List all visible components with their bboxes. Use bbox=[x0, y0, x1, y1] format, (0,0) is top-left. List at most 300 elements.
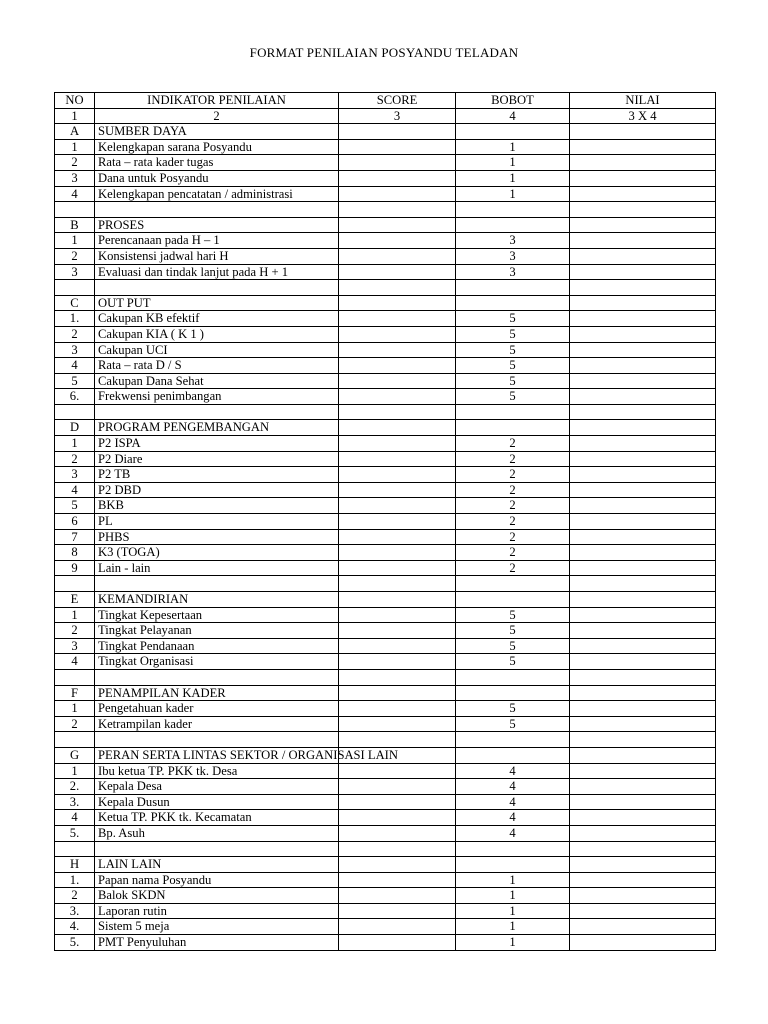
item-number: 1. bbox=[55, 311, 95, 327]
nilai-cell bbox=[570, 716, 716, 732]
nilai-cell bbox=[570, 654, 716, 670]
table-row bbox=[55, 186, 716, 202]
table-row bbox=[55, 233, 716, 249]
table-row bbox=[55, 638, 716, 654]
bobot-value: 5 bbox=[456, 623, 570, 639]
score-cell bbox=[339, 498, 456, 514]
empty-cell bbox=[339, 404, 456, 420]
item-number: 5. bbox=[55, 825, 95, 841]
item-label: P2 TB bbox=[95, 467, 339, 483]
item-label: Kepala Dusun bbox=[95, 794, 339, 810]
section-code: F bbox=[55, 685, 95, 701]
section-row bbox=[55, 217, 716, 233]
nilai-cell bbox=[570, 810, 716, 826]
item-number: 4. bbox=[55, 919, 95, 935]
nilai-cell bbox=[570, 763, 716, 779]
item-number: 2. bbox=[55, 779, 95, 795]
item-label: Frekwensi penimbangan bbox=[95, 389, 339, 405]
nilai-cell bbox=[570, 747, 716, 763]
bobot-value: 5 bbox=[456, 701, 570, 717]
section-name: OUT PUT bbox=[95, 295, 339, 311]
empty-cell bbox=[456, 404, 570, 420]
item-label: Balok SKDN bbox=[95, 888, 339, 904]
bobot-value: 4 bbox=[456, 810, 570, 826]
item-label: Tingkat Pendanaan bbox=[95, 638, 339, 654]
empty-cell bbox=[95, 669, 339, 685]
spacer-row bbox=[55, 280, 716, 296]
bobot-value: 5 bbox=[456, 638, 570, 654]
nilai-cell bbox=[570, 638, 716, 654]
item-label: PHBS bbox=[95, 529, 339, 545]
empty-cell bbox=[55, 576, 95, 592]
bobot-value: 4 bbox=[456, 763, 570, 779]
section-code: H bbox=[55, 857, 95, 873]
score-cell bbox=[339, 373, 456, 389]
section-name: LAIN LAIN bbox=[95, 857, 339, 873]
section-row bbox=[55, 124, 716, 140]
empty-cell bbox=[456, 732, 570, 748]
table-row bbox=[55, 560, 716, 576]
score-cell bbox=[339, 155, 456, 171]
nilai-cell bbox=[570, 373, 716, 389]
nilai-cell bbox=[570, 623, 716, 639]
table-row bbox=[55, 389, 716, 405]
empty-cell bbox=[339, 202, 456, 218]
item-label: Konsistensi jadwal hari H bbox=[95, 248, 339, 264]
table-row bbox=[55, 467, 716, 483]
nilai-cell bbox=[570, 170, 716, 186]
table-row bbox=[55, 545, 716, 561]
item-number: 1 bbox=[55, 763, 95, 779]
empty-cell bbox=[339, 576, 456, 592]
section-row bbox=[55, 747, 716, 763]
score-cell bbox=[339, 685, 456, 701]
table-row bbox=[55, 779, 716, 795]
item-number: 4 bbox=[55, 358, 95, 374]
section-name: SUMBER DAYA bbox=[95, 124, 339, 140]
empty-cell bbox=[456, 841, 570, 857]
score-cell bbox=[339, 451, 456, 467]
spacer-row bbox=[55, 732, 716, 748]
nilai-cell bbox=[570, 233, 716, 249]
section-code: D bbox=[55, 420, 95, 436]
score-cell bbox=[339, 358, 456, 374]
item-number: 1 bbox=[55, 233, 95, 249]
bobot-value: 2 bbox=[456, 436, 570, 452]
nilai-cell bbox=[570, 358, 716, 374]
spacer-row bbox=[55, 404, 716, 420]
nilai-cell bbox=[570, 295, 716, 311]
table-row bbox=[55, 903, 716, 919]
score-cell bbox=[339, 701, 456, 717]
nilai-cell bbox=[570, 825, 716, 841]
item-label: P2 Diare bbox=[95, 451, 339, 467]
item-number: 3 bbox=[55, 467, 95, 483]
empty-cell bbox=[55, 202, 95, 218]
empty-cell bbox=[339, 732, 456, 748]
bobot-value: 1 bbox=[456, 888, 570, 904]
score-cell bbox=[339, 794, 456, 810]
score-cell bbox=[339, 560, 456, 576]
bobot-value: 2 bbox=[456, 514, 570, 530]
empty-cell bbox=[570, 669, 716, 685]
bobot-value: 2 bbox=[456, 498, 570, 514]
table-row bbox=[55, 716, 716, 732]
score-cell bbox=[339, 545, 456, 561]
nilai-cell bbox=[570, 592, 716, 608]
table-row bbox=[55, 888, 716, 904]
score-cell bbox=[339, 420, 456, 436]
table-row bbox=[55, 155, 716, 171]
item-number: 1 bbox=[55, 607, 95, 623]
bobot-value: 2 bbox=[456, 529, 570, 545]
item-number: 4 bbox=[55, 482, 95, 498]
nilai-cell bbox=[570, 857, 716, 873]
nilai-cell bbox=[570, 482, 716, 498]
bobot-value: 1 bbox=[456, 903, 570, 919]
nilai-cell bbox=[570, 903, 716, 919]
section-code: G bbox=[55, 747, 95, 763]
bobot-cell bbox=[456, 124, 570, 140]
nilai-cell bbox=[570, 311, 716, 327]
item-label: Sistem 5 meja bbox=[95, 919, 339, 935]
score-cell bbox=[339, 342, 456, 358]
score-cell bbox=[339, 170, 456, 186]
nilai-cell bbox=[570, 794, 716, 810]
column-number-score: 3 bbox=[339, 108, 456, 124]
table-row bbox=[55, 498, 716, 514]
score-cell bbox=[339, 763, 456, 779]
section-row bbox=[55, 295, 716, 311]
bobot-value: 1 bbox=[456, 872, 570, 888]
item-number: 9 bbox=[55, 560, 95, 576]
document-title: FORMAT PENILAIAN POSYANDU TELADAN bbox=[249, 45, 519, 60]
bobot-value: 4 bbox=[456, 779, 570, 795]
table-row bbox=[55, 529, 716, 545]
table-row bbox=[55, 794, 716, 810]
bobot-value: 2 bbox=[456, 482, 570, 498]
empty-cell bbox=[456, 202, 570, 218]
section-code: B bbox=[55, 217, 95, 233]
section-name: PROSES bbox=[95, 217, 339, 233]
empty-cell bbox=[570, 732, 716, 748]
score-cell bbox=[339, 716, 456, 732]
empty-cell bbox=[55, 732, 95, 748]
score-cell bbox=[339, 514, 456, 530]
score-cell bbox=[339, 888, 456, 904]
nilai-cell bbox=[570, 779, 716, 795]
nilai-cell bbox=[570, 701, 716, 717]
score-cell bbox=[339, 638, 456, 654]
bobot-value: 5 bbox=[456, 326, 570, 342]
score-cell bbox=[339, 436, 456, 452]
table-row bbox=[55, 872, 716, 888]
table-row bbox=[55, 701, 716, 717]
table-row bbox=[55, 326, 716, 342]
score-cell bbox=[339, 467, 456, 483]
header-indikator: INDIKATOR PENILAIAN bbox=[95, 93, 339, 109]
table-row bbox=[55, 607, 716, 623]
bobot-value: 4 bbox=[456, 825, 570, 841]
item-label: Kelengkapan sarana Posyandu bbox=[95, 139, 339, 155]
bobot-value: 2 bbox=[456, 560, 570, 576]
item-number: 4 bbox=[55, 186, 95, 202]
score-cell bbox=[339, 654, 456, 670]
item-label: Kelengkapan pencatatan / administrasi bbox=[95, 186, 339, 202]
score-cell bbox=[339, 779, 456, 795]
bobot-value: 1 bbox=[456, 186, 570, 202]
nilai-cell bbox=[570, 545, 716, 561]
score-cell bbox=[339, 139, 456, 155]
empty-cell bbox=[95, 404, 339, 420]
table-row bbox=[55, 825, 716, 841]
nilai-cell bbox=[570, 919, 716, 935]
nilai-cell bbox=[570, 467, 716, 483]
empty-cell bbox=[95, 576, 339, 592]
nilai-cell bbox=[570, 872, 716, 888]
nilai-cell bbox=[570, 514, 716, 530]
section-code: A bbox=[55, 124, 95, 140]
nilai-cell bbox=[570, 685, 716, 701]
empty-cell bbox=[95, 732, 339, 748]
bobot-value: 3 bbox=[456, 233, 570, 249]
item-number: 3. bbox=[55, 903, 95, 919]
nilai-cell bbox=[570, 451, 716, 467]
item-label: PL bbox=[95, 514, 339, 530]
score-cell bbox=[339, 935, 456, 951]
item-label: P2 DBD bbox=[95, 482, 339, 498]
header-score: SCORE bbox=[339, 93, 456, 109]
item-label: P2 ISPA bbox=[95, 436, 339, 452]
nilai-cell bbox=[570, 248, 716, 264]
nilai-cell bbox=[570, 326, 716, 342]
empty-cell bbox=[55, 669, 95, 685]
bobot-value: 3 bbox=[456, 264, 570, 280]
item-number: 3 bbox=[55, 264, 95, 280]
item-number: 4 bbox=[55, 654, 95, 670]
bobot-value: 3 bbox=[456, 248, 570, 264]
nilai-cell bbox=[570, 529, 716, 545]
table-row bbox=[55, 763, 716, 779]
section-name: PENAMPILAN KADER bbox=[95, 685, 339, 701]
section-name: KEMANDIRIAN bbox=[95, 592, 339, 608]
empty-cell bbox=[339, 841, 456, 857]
item-label: Cakupan Dana Sehat bbox=[95, 373, 339, 389]
nilai-cell bbox=[570, 139, 716, 155]
nilai-cell bbox=[570, 124, 716, 140]
score-cell bbox=[339, 248, 456, 264]
empty-cell bbox=[55, 404, 95, 420]
table-row bbox=[55, 919, 716, 935]
bobot-cell bbox=[456, 592, 570, 608]
item-label: Ibu ketua TP. PKK tk. Desa bbox=[95, 763, 339, 779]
table-body bbox=[55, 93, 716, 951]
item-number: 5. bbox=[55, 935, 95, 951]
item-label: Ketrampilan kader bbox=[95, 716, 339, 732]
column-number-indikator: 2 bbox=[95, 108, 339, 124]
nilai-cell bbox=[570, 342, 716, 358]
item-label: Bp. Asuh bbox=[95, 825, 339, 841]
empty-cell bbox=[55, 841, 95, 857]
header-bobot: BOBOT bbox=[456, 93, 570, 109]
item-number: 7 bbox=[55, 529, 95, 545]
empty-cell bbox=[570, 280, 716, 296]
score-cell bbox=[339, 217, 456, 233]
table-row bbox=[55, 373, 716, 389]
empty-cell bbox=[339, 669, 456, 685]
section-row bbox=[55, 857, 716, 873]
item-label: Perencanaan pada H – 1 bbox=[95, 233, 339, 249]
table-row bbox=[55, 451, 716, 467]
item-number: 2 bbox=[55, 326, 95, 342]
table-row bbox=[55, 170, 716, 186]
bobot-cell bbox=[456, 217, 570, 233]
item-number: 5 bbox=[55, 373, 95, 389]
score-cell bbox=[339, 482, 456, 498]
nilai-cell bbox=[570, 420, 716, 436]
item-label: Rata – rata kader tugas bbox=[95, 155, 339, 171]
item-label: PMT Penyuluhan bbox=[95, 935, 339, 951]
item-number: 6. bbox=[55, 389, 95, 405]
score-cell bbox=[339, 529, 456, 545]
bobot-value: 5 bbox=[456, 311, 570, 327]
table-row bbox=[55, 264, 716, 280]
bobot-cell bbox=[456, 295, 570, 311]
header-no: NO bbox=[55, 93, 95, 109]
empty-cell bbox=[95, 280, 339, 296]
score-cell bbox=[339, 825, 456, 841]
score-cell bbox=[339, 124, 456, 140]
nilai-cell bbox=[570, 217, 716, 233]
nilai-cell bbox=[570, 436, 716, 452]
item-label: Papan nama Posyandu bbox=[95, 872, 339, 888]
bobot-cell bbox=[456, 420, 570, 436]
assessment-table bbox=[54, 92, 716, 951]
table-row bbox=[55, 654, 716, 670]
nilai-cell bbox=[570, 389, 716, 405]
bobot-value: 1 bbox=[456, 935, 570, 951]
nilai-cell bbox=[570, 607, 716, 623]
score-cell bbox=[339, 592, 456, 608]
nilai-cell bbox=[570, 186, 716, 202]
item-label: Cakupan KB efektif bbox=[95, 311, 339, 327]
score-cell bbox=[339, 919, 456, 935]
item-label: Tingkat Pelayanan bbox=[95, 623, 339, 639]
nilai-cell bbox=[570, 155, 716, 171]
score-cell bbox=[339, 186, 456, 202]
item-number: 1 bbox=[55, 701, 95, 717]
bobot-cell bbox=[456, 747, 570, 763]
item-number: 5 bbox=[55, 498, 95, 514]
bobot-value: 2 bbox=[456, 545, 570, 561]
empty-cell bbox=[570, 202, 716, 218]
score-cell bbox=[339, 389, 456, 405]
empty-cell bbox=[456, 576, 570, 592]
column-number-bobot: 4 bbox=[456, 108, 570, 124]
section-row bbox=[55, 592, 716, 608]
table-row bbox=[55, 810, 716, 826]
item-number: 2 bbox=[55, 623, 95, 639]
score-cell bbox=[339, 233, 456, 249]
item-number: 1. bbox=[55, 872, 95, 888]
table-row bbox=[55, 623, 716, 639]
table-header-row bbox=[55, 93, 716, 109]
nilai-cell bbox=[570, 888, 716, 904]
item-label: Cakupan KIA ( K 1 ) bbox=[95, 326, 339, 342]
item-label: Kepala Desa bbox=[95, 779, 339, 795]
item-number: 4 bbox=[55, 810, 95, 826]
empty-cell bbox=[95, 841, 339, 857]
nilai-cell bbox=[570, 264, 716, 280]
table-row bbox=[55, 935, 716, 951]
item-label: Laporan rutin bbox=[95, 903, 339, 919]
score-cell bbox=[339, 810, 456, 826]
score-cell bbox=[339, 264, 456, 280]
table-row bbox=[55, 311, 716, 327]
item-number: 8 bbox=[55, 545, 95, 561]
empty-cell bbox=[570, 841, 716, 857]
bobot-value: 5 bbox=[456, 342, 570, 358]
table-row bbox=[55, 358, 716, 374]
empty-cell bbox=[456, 280, 570, 296]
item-number: 2 bbox=[55, 451, 95, 467]
bobot-value: 1 bbox=[456, 170, 570, 186]
spacer-row bbox=[55, 669, 716, 685]
bobot-value: 5 bbox=[456, 716, 570, 732]
empty-cell bbox=[456, 669, 570, 685]
section-code: E bbox=[55, 592, 95, 608]
item-label: Rata – rata D / S bbox=[95, 358, 339, 374]
section-row bbox=[55, 420, 716, 436]
bobot-value: 2 bbox=[456, 451, 570, 467]
item-number: 3 bbox=[55, 170, 95, 186]
header-nilai: NILAI bbox=[570, 93, 716, 109]
empty-cell bbox=[570, 576, 716, 592]
bobot-value: 5 bbox=[456, 358, 570, 374]
bobot-value: 2 bbox=[456, 467, 570, 483]
bobot-value: 5 bbox=[456, 373, 570, 389]
bobot-value: 4 bbox=[456, 794, 570, 810]
item-label: Evaluasi dan tindak lanjut pada H + 1 bbox=[95, 264, 339, 280]
spacer-row bbox=[55, 202, 716, 218]
item-label: Pengetahuan kader bbox=[95, 701, 339, 717]
table-row bbox=[55, 342, 716, 358]
item-label: BKB bbox=[95, 498, 339, 514]
bobot-value: 5 bbox=[456, 607, 570, 623]
table-row bbox=[55, 248, 716, 264]
item-number: 3. bbox=[55, 794, 95, 810]
nilai-cell bbox=[570, 560, 716, 576]
section-row bbox=[55, 685, 716, 701]
item-number: 2 bbox=[55, 155, 95, 171]
empty-cell bbox=[55, 280, 95, 296]
item-number: 2 bbox=[55, 248, 95, 264]
table-row bbox=[55, 436, 716, 452]
empty-cell bbox=[339, 280, 456, 296]
item-label: K3 (TOGA) bbox=[95, 545, 339, 561]
column-number-nilai: 3 X 4 bbox=[570, 108, 716, 124]
score-cell bbox=[339, 857, 456, 873]
column-number-row bbox=[55, 108, 716, 124]
bobot-cell bbox=[456, 857, 570, 873]
empty-cell bbox=[570, 404, 716, 420]
item-label: Ketua TP. PKK tk. Kecamatan bbox=[95, 810, 339, 826]
score-cell bbox=[339, 872, 456, 888]
score-cell bbox=[339, 903, 456, 919]
item-label: Lain - lain bbox=[95, 560, 339, 576]
item-number: 6 bbox=[55, 514, 95, 530]
item-number: 3 bbox=[55, 342, 95, 358]
